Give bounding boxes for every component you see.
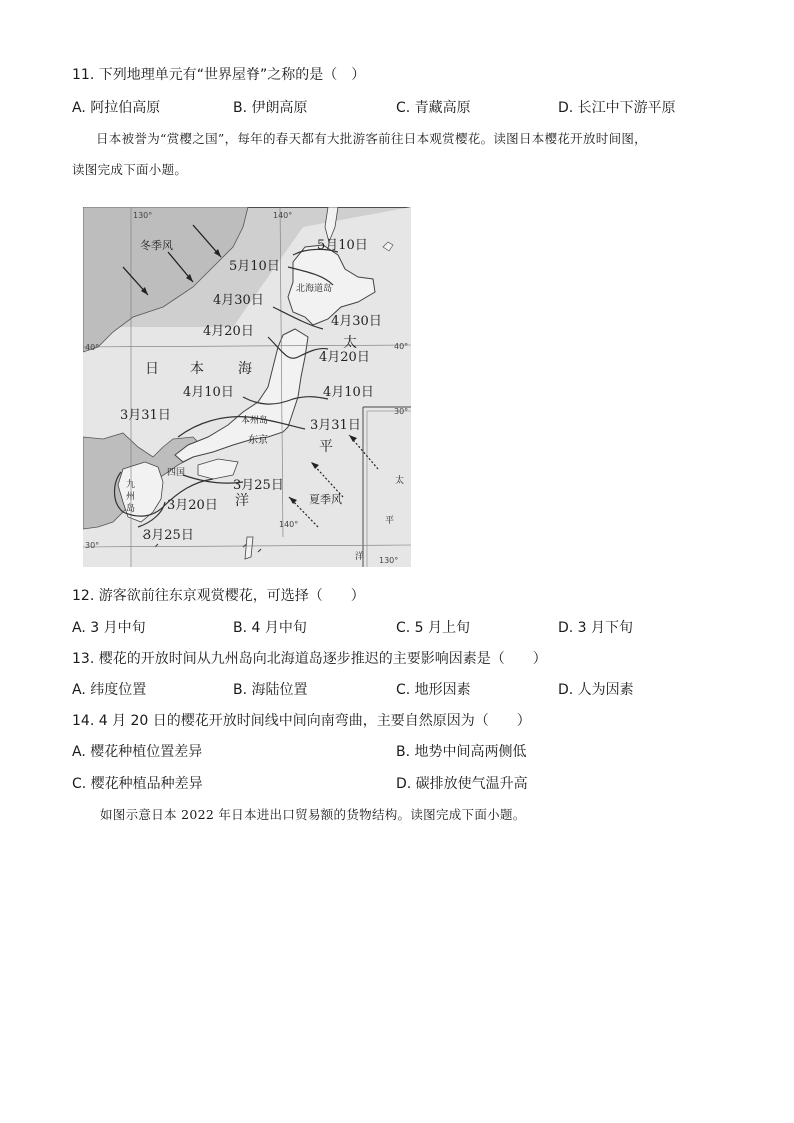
q11-stem: 11. 下列地理单元有“世界屋脊”之称的是（ ）: [72, 67, 366, 83]
intro-paragraph-line1: 日本被誉为“赏樱之国”，每年的春天都有大批游客前往日本观赏樱花。读图日本樱花开放时间图，: [96, 131, 647, 146]
hokkaido-label: 北海道岛: [296, 284, 333, 294]
lon-label-130-bottom: 130°: [379, 556, 399, 565]
q12-stem: 12. 游客欲前往东京观赏樱花，可选择（ ）: [72, 588, 365, 604]
shikoku-label: 四国: [167, 468, 186, 478]
q11-option-c[interactable]: C. 青藏高原: [396, 100, 471, 116]
pacific-label-2: 平: [319, 439, 333, 455]
isoline-label-mar25-a: 3月25日: [233, 478, 284, 493]
lon-label-130-top: 130°: [133, 211, 153, 220]
winter-monsoon-label: 冬季风: [140, 239, 173, 252]
isoline-label-apr30-a: 4月30日: [213, 293, 264, 308]
q11-option-a[interactable]: A. 阿拉伯高原: [72, 100, 161, 116]
pacific-label-3: 洋: [235, 493, 249, 509]
q14-option-a[interactable]: A. 樱花种植位置差异: [72, 744, 203, 760]
q11-option-d[interactable]: D. 长江中下游平原: [558, 100, 676, 116]
q13-stem: 13. 樱花的开放时间从九州岛向北海道岛逐步推迟的主要影响因素是（ ）: [72, 651, 547, 667]
pacific-inset-label-1: 太: [395, 476, 405, 486]
lat-label-40-left: 40°: [85, 343, 100, 352]
isoline-label-apr30-b: 4月30日: [331, 314, 382, 329]
q12-option-a[interactable]: A. 3 月中旬: [72, 620, 146, 636]
pacific-inset-label-2: 平: [385, 516, 395, 526]
kyushu-label-1: 九: [126, 480, 136, 490]
isoline-label-apr20-a: 4月20日: [203, 324, 254, 339]
q12-option-d[interactable]: D. 3 月下旬: [558, 620, 634, 636]
isoline-label-mar31-b: 3月31日: [310, 418, 361, 433]
intro2-paragraph: 如图示意日本 2022 年日本进出口贸易额的货物结构。读图完成下面小题。: [100, 807, 526, 822]
lon-label-140-top: 140°: [273, 211, 293, 220]
isoline-label-mar25-b: 3月25日: [143, 528, 194, 543]
q12-option-b[interactable]: B. 4 月中旬: [233, 620, 307, 636]
sea-of-japan-label-1: 日: [145, 361, 159, 377]
sea-of-japan-label-3: 海: [238, 361, 252, 377]
q11-option-b[interactable]: B. 伊朗高原: [233, 100, 308, 116]
q14-stem: 14. 4 月 20 日的樱花开放时间线中间向南弯曲，主要自然原因为（ ）: [72, 713, 531, 729]
q13-option-b[interactable]: B. 海陆位置: [233, 682, 308, 698]
q14-option-b[interactable]: B. 地势中间高两侧低: [396, 744, 527, 760]
isoline-label-may10-a: 5月10日: [317, 238, 368, 253]
q13-option-a[interactable]: A. 纬度位置: [72, 682, 147, 698]
summer-monsoon-label: 夏季风: [309, 493, 342, 506]
isoline-label-may10-b: 5月10日: [229, 259, 280, 274]
kyushu-label-2: 州: [126, 492, 136, 502]
intro-paragraph-line2: 读图完成下面小题。: [72, 162, 188, 177]
isoline-label-apr20-b: 4月20日: [319, 350, 370, 365]
pacific-label-1: 太: [343, 335, 357, 351]
isoline-label-apr10-a: 4月10日: [183, 385, 234, 400]
q14-option-d[interactable]: D. 碳排放使气温升高: [396, 776, 528, 792]
kyushu-label-3: 岛: [126, 504, 136, 514]
lat-label-30-left: 30°: [85, 541, 100, 550]
tokyo-label: 东京: [248, 435, 268, 446]
q14-option-c[interactable]: C. 樱花种植品种差异: [72, 776, 203, 792]
lat-label-30-right: 30°: [394, 407, 409, 416]
isoline-label-mar31-a: 3月31日: [120, 408, 171, 423]
isoline-label-apr10-b: 4月10日: [323, 385, 374, 400]
pacific-inset-label-3: 洋: [355, 552, 365, 562]
lat-label-40-right: 40°: [394, 342, 409, 351]
q13-option-d[interactable]: D. 人为因素: [558, 682, 634, 698]
japan-cherry-blossom-map: [83, 207, 411, 567]
q13-option-c[interactable]: C. 地形因素: [396, 682, 471, 698]
lon-label-140-bottom: 140°: [279, 520, 299, 529]
isoline-label-mar20: 3月20日: [167, 498, 218, 513]
honshu-label: 本州岛: [241, 416, 269, 426]
q12-option-c[interactable]: C. 5 月上旬: [396, 620, 471, 636]
sea-of-japan-label-2: 本: [190, 361, 204, 377]
